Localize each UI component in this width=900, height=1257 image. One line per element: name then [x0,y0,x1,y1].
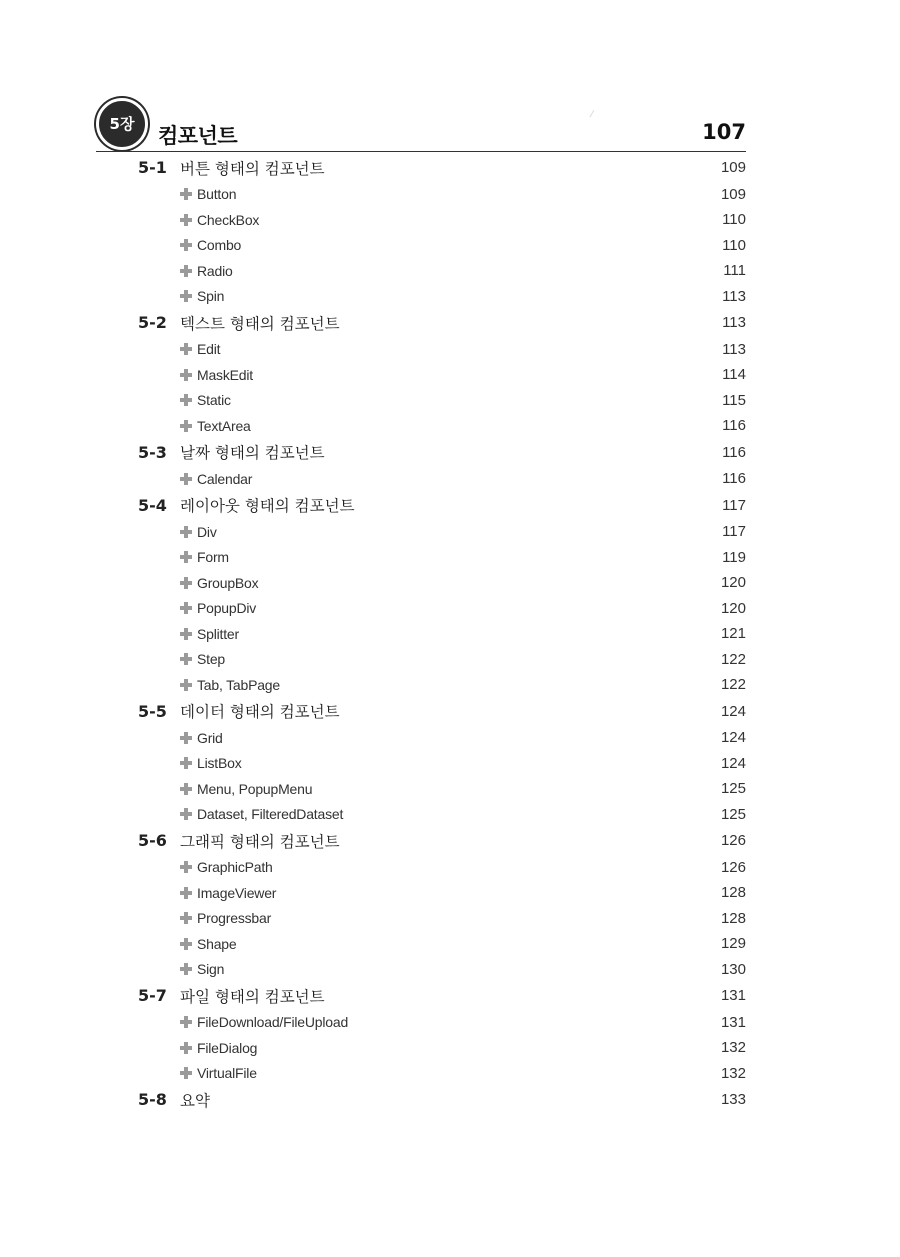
section-title: 요약 [180,1091,210,1110]
plus-bullet-icon [180,1067,192,1079]
item-page-number: 130 [720,960,746,978]
plus-bullet-icon [180,290,192,302]
item-label: TextArea [197,417,251,434]
item-label: FileDownload/FileUpload [197,1014,349,1031]
toc-section-row[interactable] [138,827,746,855]
section-title: 레이아웃 형태의 컴포넌트 [180,497,355,516]
chapter-header [96,98,746,154]
item-page-number: 124 [720,754,746,772]
toc-item-row[interactable] [138,207,746,233]
item-page-number: 113 [722,287,746,305]
item-page-number: 110 [722,211,746,229]
item-page-number: 128 [720,884,746,902]
toc-section-row[interactable] [138,982,746,1010]
section-page-number: 126 [720,832,746,850]
plus-bullet-icon [180,420,192,432]
toc-item-row[interactable] [138,182,746,208]
toc-item-row[interactable] [138,362,746,388]
item-label: Dataset, FilteredDataset [197,806,344,823]
toc-item-row[interactable] [138,519,746,545]
section-page-number: 124 [720,702,746,720]
plus-bullet-icon [180,239,192,251]
item-page-number: 121 [720,625,746,643]
table-of-contents [138,154,746,1114]
section-title: 날짜 형태의 컴포넌트 [180,444,325,463]
section-page-number: 109 [720,159,746,177]
item-page-number: 120 [720,599,746,617]
toc-item-row[interactable] [138,337,746,363]
item-label: ImageViewer [197,884,277,901]
plus-bullet-icon [180,577,192,589]
section-number: 5-4 [138,495,167,515]
toc-section-row[interactable] [138,698,746,726]
plus-bullet-icon [180,369,192,381]
plus-bullet-icon [180,602,192,614]
section-title: 데이터 형태의 컴포넌트 [180,703,340,722]
plus-bullet-icon [180,757,192,769]
item-label: GraphicPath [197,859,273,876]
toc-section-row[interactable] [138,154,746,182]
item-label: Grid [197,729,223,746]
toc-item-row[interactable] [138,1061,746,1087]
section-number: 5-3 [138,442,167,462]
item-page-number: 125 [720,805,746,823]
item-label: PopupDiv [197,600,257,617]
toc-item-row[interactable] [138,1035,746,1061]
section-page-number: 131 [720,987,746,1005]
toc-item-row[interactable] [138,957,746,983]
item-page-number: 131 [720,1013,746,1031]
item-page-number: 120 [720,574,746,592]
section-page-number: 113 [722,314,746,332]
item-label: MaskEdit [197,366,253,383]
item-label: VirtualFile [197,1065,257,1082]
section-title: 파일 형태의 컴포넌트 [180,987,325,1006]
section-title: 버튼 형태의 컴포넌트 [180,159,325,178]
item-label: Step [197,651,225,668]
item-label: Progressbar [197,910,272,927]
section-number: 5-6 [138,831,167,851]
plus-bullet-icon [180,963,192,975]
toc-item-row[interactable] [138,596,746,622]
item-page-number: 113 [722,340,746,358]
toc-item-row[interactable] [138,647,746,673]
toc-item-row[interactable] [138,880,746,906]
item-label: Menu, PopupMenu [197,780,313,797]
plus-bullet-icon [180,912,192,924]
item-page-number: 122 [720,650,746,668]
item-label: Shape [197,935,237,952]
header-divider [96,151,746,152]
item-page-number: 132 [720,1039,746,1057]
plus-bullet-icon [180,343,192,355]
toc-section-row[interactable] [138,309,746,337]
item-label: FileDialog [197,1039,258,1056]
toc-item-row[interactable] [138,855,746,881]
section-page-number: 133 [720,1091,746,1109]
item-label: Spin [197,288,225,305]
toc-item-row[interactable] [138,284,746,310]
item-page-number: 122 [720,676,746,694]
toc-section-row[interactable] [138,492,746,520]
item-page-number: 115 [722,391,746,409]
item-label: CheckBox [197,211,260,228]
toc-item-row[interactable] [138,258,746,284]
plus-bullet-icon [180,628,192,640]
toc-item-row[interactable] [138,466,746,492]
toc-item-row[interactable] [138,545,746,571]
toc-item-row[interactable] [138,751,746,777]
toc-section-row[interactable] [138,1086,746,1114]
plus-bullet-icon [180,214,192,226]
item-page-number: 124 [720,729,746,747]
item-label: Splitter [197,625,239,642]
item-label: Static [197,392,231,409]
item-label: GroupBox [197,574,259,591]
section-number: 5-5 [138,701,167,721]
toc-item-row[interactable] [138,672,746,698]
plus-bullet-icon [180,887,192,899]
item-label: Button [197,186,237,203]
plus-bullet-icon [180,808,192,820]
section-page-number: 116 [722,443,746,461]
section-title: 그래픽 형태의 컴포넌트 [180,832,340,851]
section-number: 5-2 [138,313,167,333]
toc-section-row[interactable] [138,439,746,467]
toc-item-row[interactable] [138,621,746,647]
item-page-number: 109 [720,185,746,203]
item-label: Form [197,549,229,566]
toc-item-row[interactable] [138,570,746,596]
item-label: Combo [197,237,242,254]
item-label: Radio [197,262,233,279]
item-label: Div [197,523,217,540]
chapter-badge: 5장 [96,98,148,150]
plus-bullet-icon [180,526,192,538]
toc-item-row[interactable] [138,802,746,828]
toc-item-row[interactable] [138,931,746,957]
toc-item-row[interactable] [138,906,746,932]
item-page-number: 129 [720,935,746,953]
plus-bullet-icon [180,394,192,406]
item-page-number: 128 [720,909,746,927]
section-title: 텍스트 형태의 컴포넌트 [180,314,340,333]
plus-bullet-icon [180,679,192,691]
toc-item-row[interactable] [138,1010,746,1036]
item-page-number: 126 [720,858,746,876]
toc-item-row[interactable] [138,233,746,259]
item-page-number: 116 [722,417,746,435]
item-label: Tab, TabPage [197,676,280,693]
item-page-number: 132 [720,1064,746,1082]
item-page-number: 116 [722,470,746,488]
item-page-number: 114 [722,366,746,384]
plus-bullet-icon [180,473,192,485]
item-label: Sign [197,961,225,978]
plus-bullet-icon [180,653,192,665]
chapter-page-number: 107 [702,120,746,144]
chapter-title: 컴포넌트 [158,124,238,148]
item-page-number: 111 [723,262,746,280]
section-page-number: 117 [722,496,746,514]
item-page-number: 110 [722,236,746,254]
item-page-number: 117 [722,523,746,541]
plus-bullet-icon [180,938,192,950]
plus-bullet-icon [180,551,192,563]
item-label: ListBox [197,755,242,772]
plus-bullet-icon [180,1042,192,1054]
section-number: 5-7 [138,986,167,1006]
item-label: Calendar [197,470,253,487]
toc-item-row[interactable] [138,776,746,802]
section-number: 5-1 [138,158,167,178]
plus-bullet-icon [180,861,192,873]
plus-bullet-icon [180,1016,192,1028]
toc-item-row[interactable] [138,388,746,414]
section-number: 5-8 [138,1090,167,1110]
toc-item-row[interactable] [138,413,746,439]
plus-bullet-icon [180,783,192,795]
toc-item-row[interactable] [138,725,746,751]
item-page-number: 119 [722,548,746,566]
item-page-number: 125 [720,780,746,798]
plus-bullet-icon [180,265,192,277]
plus-bullet-icon [180,188,192,200]
plus-bullet-icon [180,732,192,744]
item-label: Edit [197,341,221,358]
